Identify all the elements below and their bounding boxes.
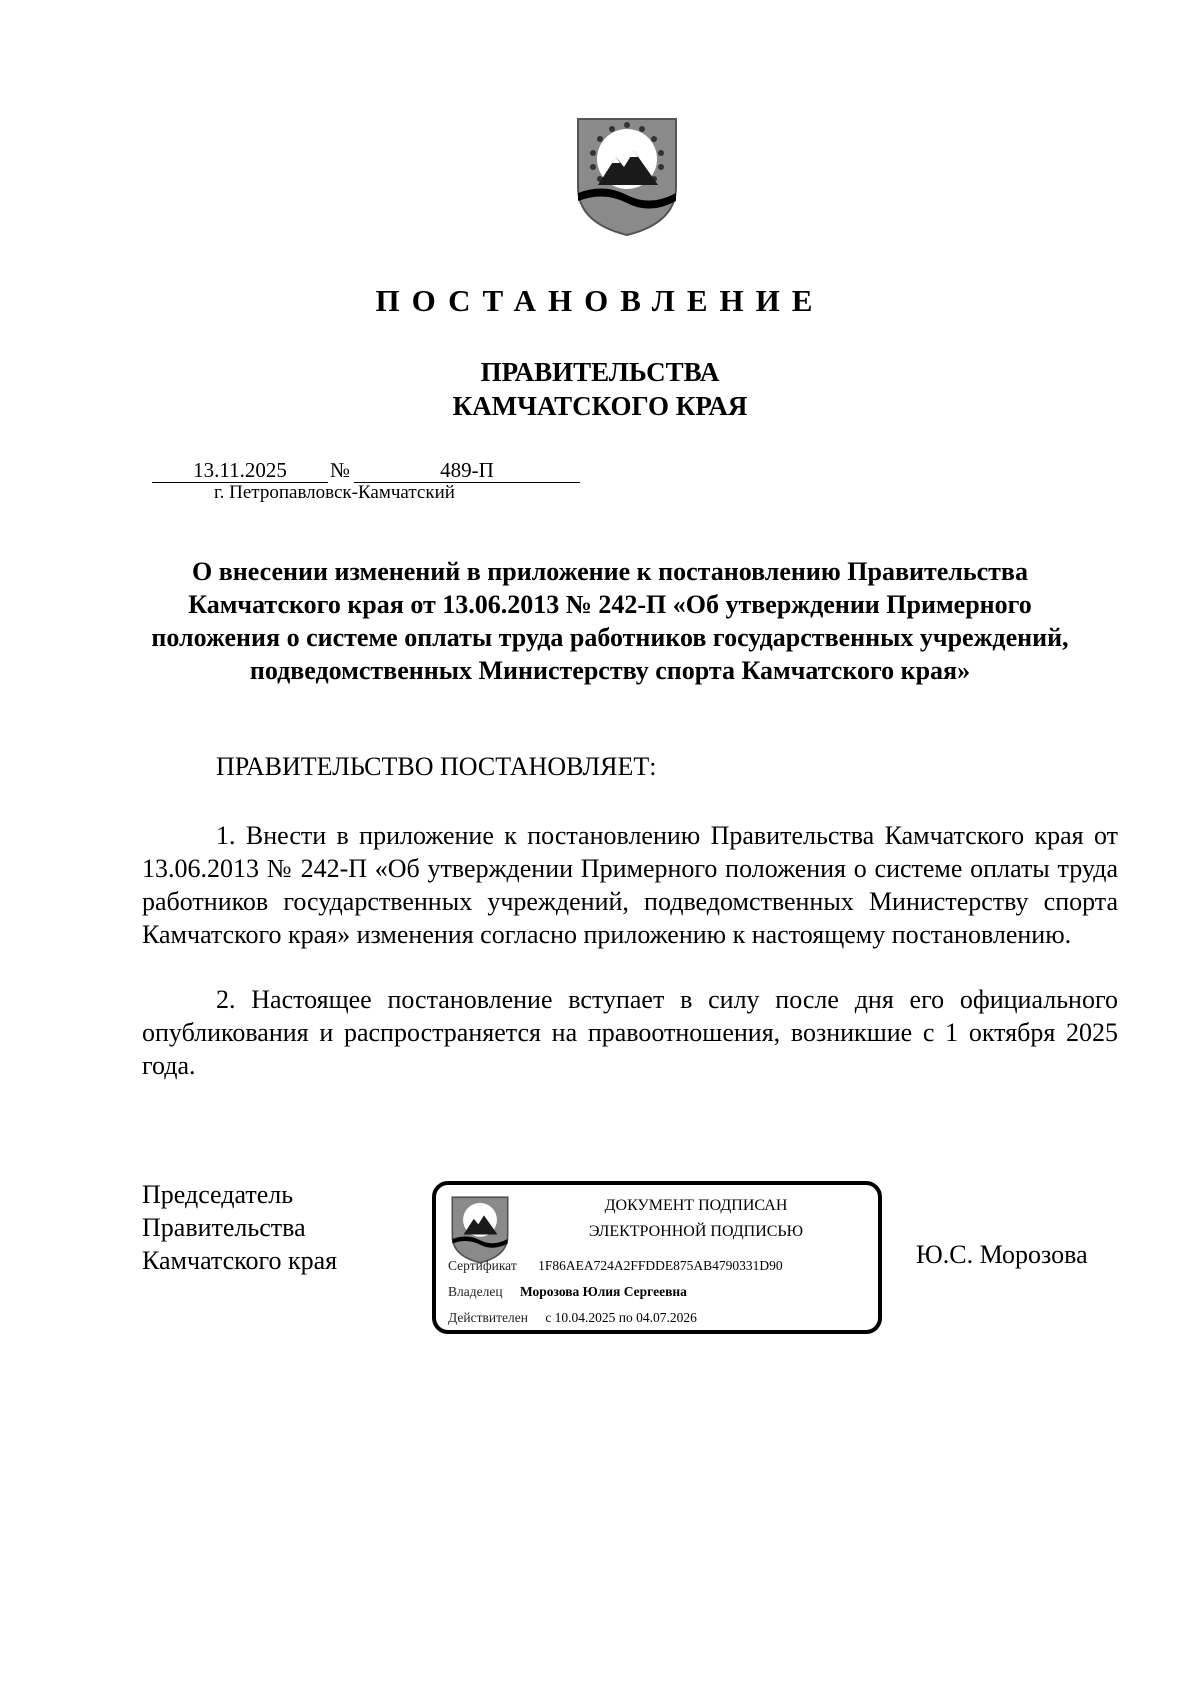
coat-of-arms-icon	[574, 115, 680, 239]
validity-value: с 10.04.2025 по 04.07.2026	[545, 1310, 697, 1325]
owner-value: Морозова Юлия Сергеевна	[519, 1284, 687, 1299]
signer-position-line-3: Камчатского края	[142, 1246, 338, 1275]
stamp-coat-of-arms-icon	[450, 1195, 510, 1265]
document-title: О внесении изменений в приложение к постановлению Правительства Камчатского края от 13.06.2013 № 242-П «Об утверждении Примерного положения о системе оплаты труда работников государственных учреждений, подведомственных Министерству спорта Камчатского края»	[151, 557, 1069, 685]
validity-label: Действителен	[448, 1310, 528, 1325]
signer-name: Ю.С. Морозова	[916, 1240, 1088, 1269]
issuer-line-1: ПРАВИТЕЛЬСТВА	[480, 357, 720, 387]
clause-2: 2. Настоящее постановление вступает в силу после дня его официального опубликования и распространяется на правоотношения, возникшие с 1 октября 2025 года.	[142, 985, 1118, 1080]
owner-label: Владелец	[448, 1284, 503, 1299]
stamp-certificate-row	[448, 1258, 783, 1274]
stamp-validity-row	[448, 1310, 697, 1326]
stamp-owner-row	[448, 1284, 687, 1300]
certificate-value: 1F86AEA724A2FFDDE875AB4790331D90	[538, 1258, 783, 1273]
signer-position-line-1: Председатель	[142, 1180, 294, 1209]
signer-position-line-2: Правительства	[142, 1213, 306, 1242]
document-kind: ПОСТАНОВЛЕНИЕ	[375, 283, 825, 318]
number-sign: №	[330, 458, 351, 482]
electronic-signature-stamp	[432, 1181, 882, 1334]
clause-1: 1. Внести в приложение к постановлению Правительства Камчатского края от 13.06.2013 № 242-П «Об утверждении Примерного положения о системе оплаты труда работников государственных учреждений, подведомственных Министерству спорта Камчатского края» изменения согласно приложению к настоящему постановлению.	[142, 821, 1118, 949]
issuer-line-2: КАМЧАТСКОГО КРАЯ	[452, 391, 748, 421]
document-date: 13.11.2025	[152, 458, 328, 483]
stamp-header-line-2: ЭЛЕКТРОННОЙ ПОДПИСЬЮ	[588, 1223, 804, 1240]
document-city: г. Петропавловск-Камчатский	[214, 482, 455, 503]
stamp-header-line-1: ДОКУМЕНТ ПОДПИСАН	[604, 1197, 788, 1214]
certificate-label: Сертификат	[448, 1258, 517, 1273]
signer-position	[142, 1178, 337, 1277]
decree-phrase: ПРАВИТЕЛЬСТВО ПОСТАНОВЛЯЕТ:	[216, 752, 657, 781]
document-number: 489-П	[354, 458, 580, 483]
